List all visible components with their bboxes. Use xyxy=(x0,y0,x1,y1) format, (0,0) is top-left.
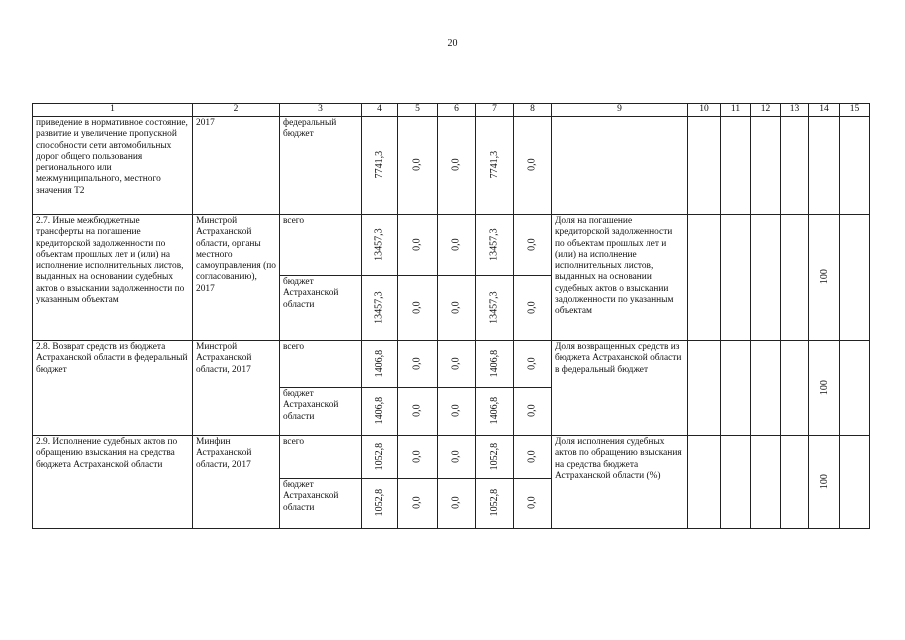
measure-name: приведение в нормативное состояние, развитие и увеличение пропускной способности сети автомобильных дорог общего пользования регионального или межмуниципального, местного значения Т2 xyxy=(33,117,193,215)
indicator-text: Доля возвращенных средств из бюджета Астраханской области в федеральный бюджет xyxy=(552,341,688,436)
funding-source: бюджет Астраханской области xyxy=(280,276,362,341)
target-value: 100 xyxy=(818,473,830,489)
target-value: 100 xyxy=(818,269,830,285)
indicator-text: Доля исполнения судебных актов по обращению взыскания на средства бюджета Астраханской области (%) xyxy=(552,436,688,529)
value-cell: 1406,8 xyxy=(373,349,385,378)
program-table xyxy=(32,103,870,529)
value-cell: 13457,3 xyxy=(373,228,385,261)
funding-source: всего xyxy=(280,215,362,276)
value-cell: 13457,3 xyxy=(488,228,500,261)
header-row xyxy=(33,104,870,117)
funding-source: бюджет Астраханской области xyxy=(280,479,362,529)
header-cell: 2 xyxy=(193,104,280,117)
measure-name: 2.7. Иные межбюджетные трансферты на погашение кредиторской задолженности по объектам прошлых лет и (или) на исполнение исполнительных листов, выданных на основании судебных актов о взыскании задолженности по указанным объектам xyxy=(33,215,193,341)
value-cell: 0,0 xyxy=(526,450,538,463)
value-cell: 0,0 xyxy=(450,450,462,463)
value-cell: 0,0 xyxy=(411,450,423,463)
value-cell: 0,0 xyxy=(411,158,423,172)
value-cell: 0,0 xyxy=(450,404,462,418)
value-cell: 7741,3 xyxy=(488,151,500,179)
header-cell: 9 xyxy=(552,104,688,117)
header-cell: 8 xyxy=(514,104,552,117)
value-cell: 0,0 xyxy=(526,158,538,172)
value-cell: 1406,8 xyxy=(488,397,500,425)
executor-year: 2017 xyxy=(193,117,280,215)
value-cell: 0,0 xyxy=(411,238,423,251)
executor-year: Минстрой Астраханской области, 2017 xyxy=(193,341,280,436)
value-cell: 0,0 xyxy=(411,496,423,510)
value-cell: 0,0 xyxy=(526,301,538,314)
header-cell: 15 xyxy=(840,104,870,117)
value-cell: 13457,3 xyxy=(373,291,385,324)
funding-source: федеральный бюджет xyxy=(280,117,362,215)
value-cell: 0,0 xyxy=(450,158,462,172)
header-cell: 10 xyxy=(688,104,721,117)
value-cell: 0,0 xyxy=(526,496,538,510)
value-cell: 1052,8 xyxy=(373,442,385,471)
executor-year: Минстрой Астраханской области, органы местного самоуправления (по согласованию), 2017 xyxy=(193,215,280,341)
value-cell: 0,0 xyxy=(411,404,423,418)
funding-source: всего xyxy=(280,436,362,479)
value-cell: 0,0 xyxy=(526,404,538,418)
value-cell: 1406,8 xyxy=(373,397,385,425)
funding-source: всего xyxy=(280,341,362,388)
table-row-2-7 xyxy=(33,215,870,276)
value-cell: 13457,3 xyxy=(488,291,500,324)
measure-name: 2.9. Исполнение судебных актов по обращению взыскания на средства бюджета Астраханской области xyxy=(33,436,193,529)
value-cell: 0,0 xyxy=(526,238,538,251)
table-row-continuation xyxy=(33,117,870,215)
value-cell: 0,0 xyxy=(526,357,538,370)
value-cell: 1052,8 xyxy=(488,442,500,471)
measure-name: 2.8. Возврат средств из бюджета Астраханской области в федеральный бюджет xyxy=(33,341,193,436)
value-cell: 0,0 xyxy=(411,357,423,370)
value-cell: 0,0 xyxy=(450,496,462,510)
indicator-text: Доля на погашение кредиторской задолженности по объектам прошлых лет и (или) на исполнение исполнительных листов, выданных на основании судебных актов о взыскании задолженности по указанным объектам xyxy=(552,215,688,341)
header-cell: 1 xyxy=(33,104,193,117)
header-cell: 11 xyxy=(721,104,751,117)
value-cell: 0,0 xyxy=(411,301,423,314)
table-row-2-9 xyxy=(33,436,870,479)
header-cell: 6 xyxy=(438,104,476,117)
header-cell: 13 xyxy=(781,104,809,117)
value-cell: 1052,8 xyxy=(373,489,385,517)
header-cell: 4 xyxy=(362,104,398,117)
header-cell: 14 xyxy=(809,104,840,117)
target-value: 100 xyxy=(818,379,830,395)
value-cell: 1052,8 xyxy=(488,489,500,517)
header-cell: 12 xyxy=(751,104,781,117)
table-row-2-8 xyxy=(33,341,870,388)
value-cell: 0,0 xyxy=(450,357,462,370)
header-cell: 5 xyxy=(398,104,438,117)
value-cell: 0,0 xyxy=(450,301,462,314)
value-cell: 0,0 xyxy=(450,238,462,251)
executor-year: Минфин Астраханской области, 2017 xyxy=(193,436,280,529)
funding-source: бюджет Астраханской области xyxy=(280,388,362,436)
header-cell: 7 xyxy=(476,104,514,117)
header-cell: 3 xyxy=(280,104,362,117)
value-cell: 7741,3 xyxy=(373,151,385,179)
value-cell: 1406,8 xyxy=(488,349,500,378)
page-number: 20 xyxy=(447,38,458,49)
